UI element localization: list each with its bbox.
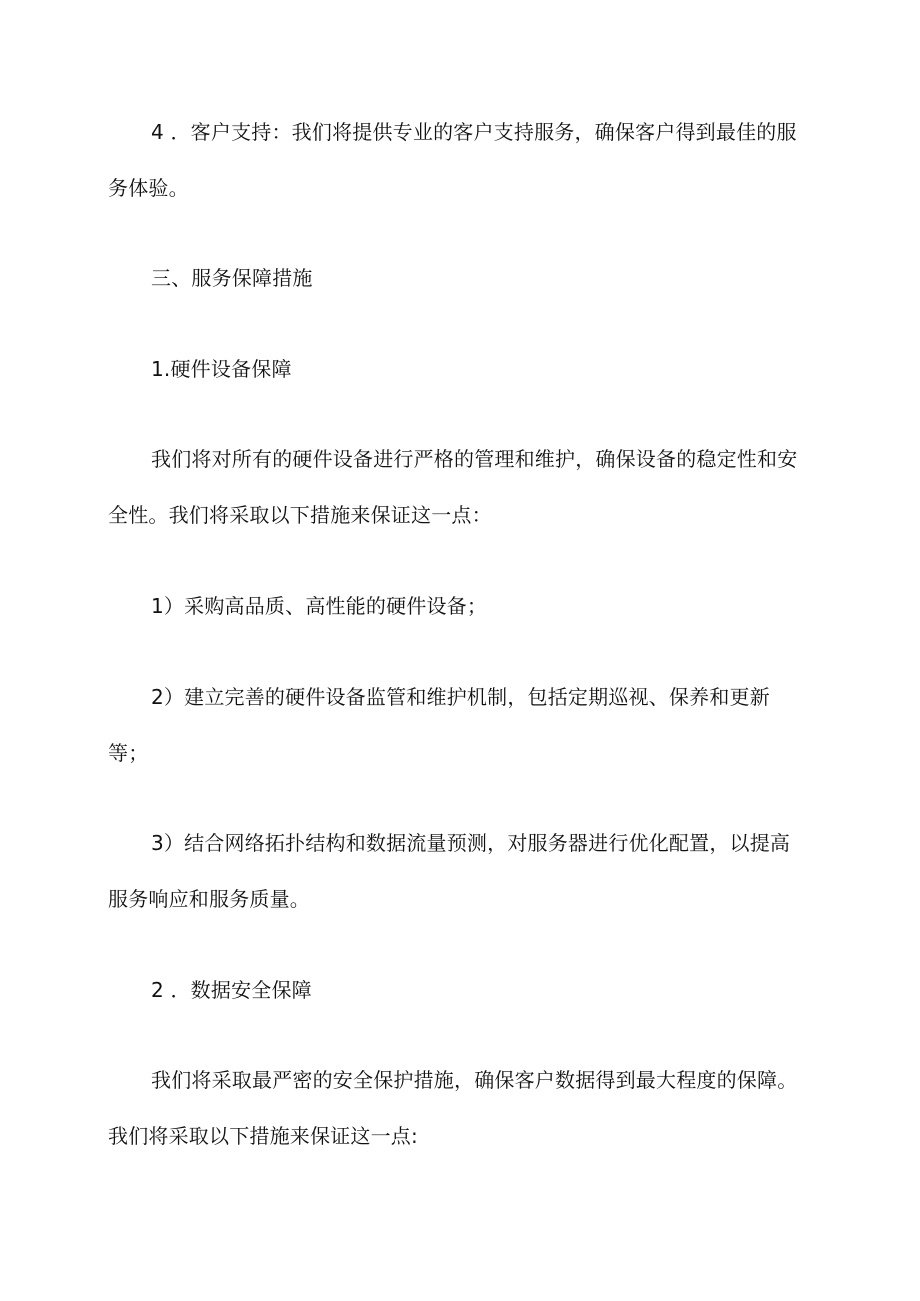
hardware-measure-3-line-2: 服务响应和服务质量。 [108, 887, 310, 911]
data-security-paragraph-line-2: 我们将采取以下措施来保证这一点: [108, 1124, 418, 1148]
hardware-measure-2-line-1: 2）建立完善的硬件设备监管和维护机制，包括定期巡视、保养和更新 [151, 685, 770, 709]
hardware-measure-2-line-2: 等； [108, 741, 149, 765]
item-4-customer-support-line-2: 务体验。 [108, 176, 189, 200]
section-heading-service-guarantee: 三、服务保障措施 [151, 266, 313, 290]
data-security-paragraph-line-1: 我们将采取最严密的安全保护措施，确保客户数据得到最大程度的保障。 [151, 1068, 798, 1092]
hardware-paragraph-line-2: 全性。我们将采取以下措施来保证这一点： [108, 503, 492, 527]
hardware-paragraph-line-1: 我们将对所有的硬件设备进行严格的管理和维护，确保设备的稳定性和安 [151, 447, 798, 471]
hardware-measure-3-line-1: 3）结合网络拓扑结构和数据流量预测，对服务器进行优化配置，以提高 [151, 831, 791, 855]
hardware-measure-1: 1）采购高品质、高性能的硬件设备； [151, 594, 488, 618]
item-4-customer-support-line-1: 4 ．客户支持：我们将提供专业的客户支持服务，确保客户得到最佳的服 [151, 120, 797, 144]
subheading-data-security: 2 ．数据安全保障 [151, 978, 312, 1002]
subheading-hardware-guarantee: 1.硬件设备保障 [151, 357, 292, 381]
